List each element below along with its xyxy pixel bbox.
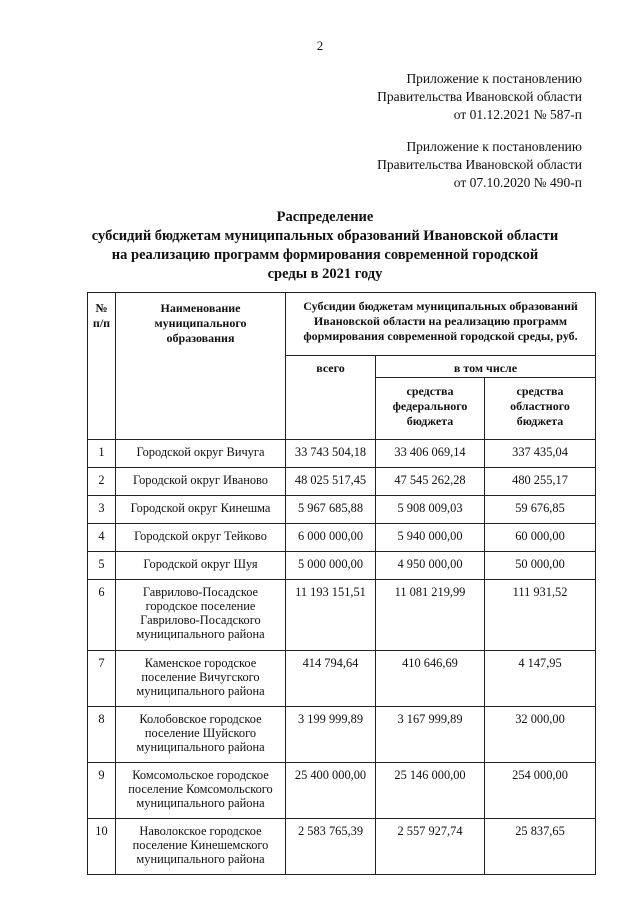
table-header <box>88 293 596 440</box>
header-total: всего <box>286 356 376 440</box>
row-regional: 59 676,85 <box>485 496 596 524</box>
title-line: Распределение <box>276 209 374 225</box>
row-total: 33 743 504,18 <box>286 440 376 468</box>
row-municipality: Городской округ Кинешма <box>116 496 286 524</box>
row-num: 2 <box>88 468 116 496</box>
row-regional: 60 000,00 <box>485 524 596 552</box>
row-municipality: Наволокское городское поселение Кинешемского муниципального района <box>116 819 286 875</box>
title-line: среды в 2021 году <box>267 266 383 282</box>
row-num: 4 <box>88 524 116 552</box>
annex-line: Приложение к постановлению <box>406 139 582 154</box>
row-federal: 5 908 009,03 <box>376 496 485 524</box>
row-federal: 3 167 999,89 <box>376 707 485 763</box>
row-municipality: Городской округ Тейково <box>116 524 286 552</box>
row-total: 6 000 000,00 <box>286 524 376 552</box>
annex-line: от 07.10.2020 № 490-п <box>453 175 582 190</box>
header-name: Наименование муниципального образования <box>116 293 286 440</box>
row-num: 8 <box>88 707 116 763</box>
annex-block-original <box>377 138 582 192</box>
row-num: 3 <box>88 496 116 524</box>
row-regional: 50 000,00 <box>485 552 596 580</box>
row-num: 9 <box>88 763 116 819</box>
row-federal: 5 940 000,00 <box>376 524 485 552</box>
annex-block-current <box>377 70 582 124</box>
table-row <box>88 552 596 580</box>
row-total: 414 794,64 <box>286 651 376 707</box>
row-total: 11 193 151,51 <box>286 580 376 651</box>
row-total: 25 400 000,00 <box>286 763 376 819</box>
table-row <box>88 707 596 763</box>
row-federal: 4 950 000,00 <box>376 552 485 580</box>
header-including: в том числе <box>376 356 596 378</box>
row-total: 48 025 517,45 <box>286 468 376 496</box>
page-number: 2 <box>316 38 324 53</box>
row-total: 5 000 000,00 <box>286 552 376 580</box>
row-regional: 4 147,95 <box>485 651 596 707</box>
row-regional: 25 837,65 <box>485 819 596 875</box>
table-row <box>88 524 596 552</box>
row-municipality: Каменское городское поселение Вичугского муниципального района <box>116 651 286 707</box>
row-federal: 25 146 000,00 <box>376 763 485 819</box>
annex-line: Правительства Ивановской области <box>377 157 582 172</box>
row-num: 5 <box>88 552 116 580</box>
row-regional: 32 000,00 <box>485 707 596 763</box>
row-num: 10 <box>88 819 116 875</box>
row-municipality: Гаврилово-Посадское городское поселение Гаврилово-Посадского муниципального района <box>116 580 286 651</box>
annex-line: Приложение к постановлению <box>406 71 582 86</box>
row-municipality: Комсомольское городское поселение Комсомольского муниципального района <box>116 763 286 819</box>
header-regional: средства областного бюджета <box>485 378 596 440</box>
row-federal: 33 406 069,14 <box>376 440 485 468</box>
row-regional: 111 931,52 <box>485 580 596 651</box>
table-row <box>88 468 596 496</box>
row-federal: 2 557 927,74 <box>376 819 485 875</box>
row-total: 5 967 685,88 <box>286 496 376 524</box>
table-row <box>88 819 596 875</box>
row-num: 1 <box>88 440 116 468</box>
annex-line: Правительства Ивановской области <box>377 89 582 104</box>
row-num: 7 <box>88 651 116 707</box>
row-regional: 337 435,04 <box>485 440 596 468</box>
row-municipality: Городской округ Иваново <box>116 468 286 496</box>
row-federal: 410 646,69 <box>376 651 485 707</box>
header-subsidies: Субсидии бюджетам муниципальных образований Ивановской области на реализацию программ формирования современной городской среды, руб. <box>286 293 596 356</box>
table-row <box>88 763 596 819</box>
row-municipality: Городской округ Вичуга <box>116 440 286 468</box>
table-row <box>88 496 596 524</box>
table-row <box>88 580 596 651</box>
table-row <box>88 651 596 707</box>
row-municipality: Колобовское городское поселение Шуйского муниципального района <box>116 707 286 763</box>
row-federal: 47 545 262,28 <box>376 468 485 496</box>
title-line: субсидий бюджетам муниципальных образований Ивановской области <box>91 228 559 244</box>
row-num: 6 <box>88 580 116 651</box>
title-line: на реализацию программ формирования современной городской <box>111 247 539 263</box>
document-title <box>60 208 590 284</box>
row-total: 3 199 999,89 <box>286 707 376 763</box>
header-num: № п/п <box>88 293 116 440</box>
subsidy-distribution-table <box>87 292 596 875</box>
row-regional: 480 255,17 <box>485 468 596 496</box>
table-row <box>88 440 596 468</box>
row-regional: 254 000,00 <box>485 763 596 819</box>
header-federal: средства федерального бюджета <box>376 378 485 440</box>
row-total: 2 583 765,39 <box>286 819 376 875</box>
annex-line: от 01.12.2021 № 587-п <box>453 107 582 122</box>
row-federal: 11 081 219,99 <box>376 580 485 651</box>
row-municipality: Городской округ Шуя <box>116 552 286 580</box>
